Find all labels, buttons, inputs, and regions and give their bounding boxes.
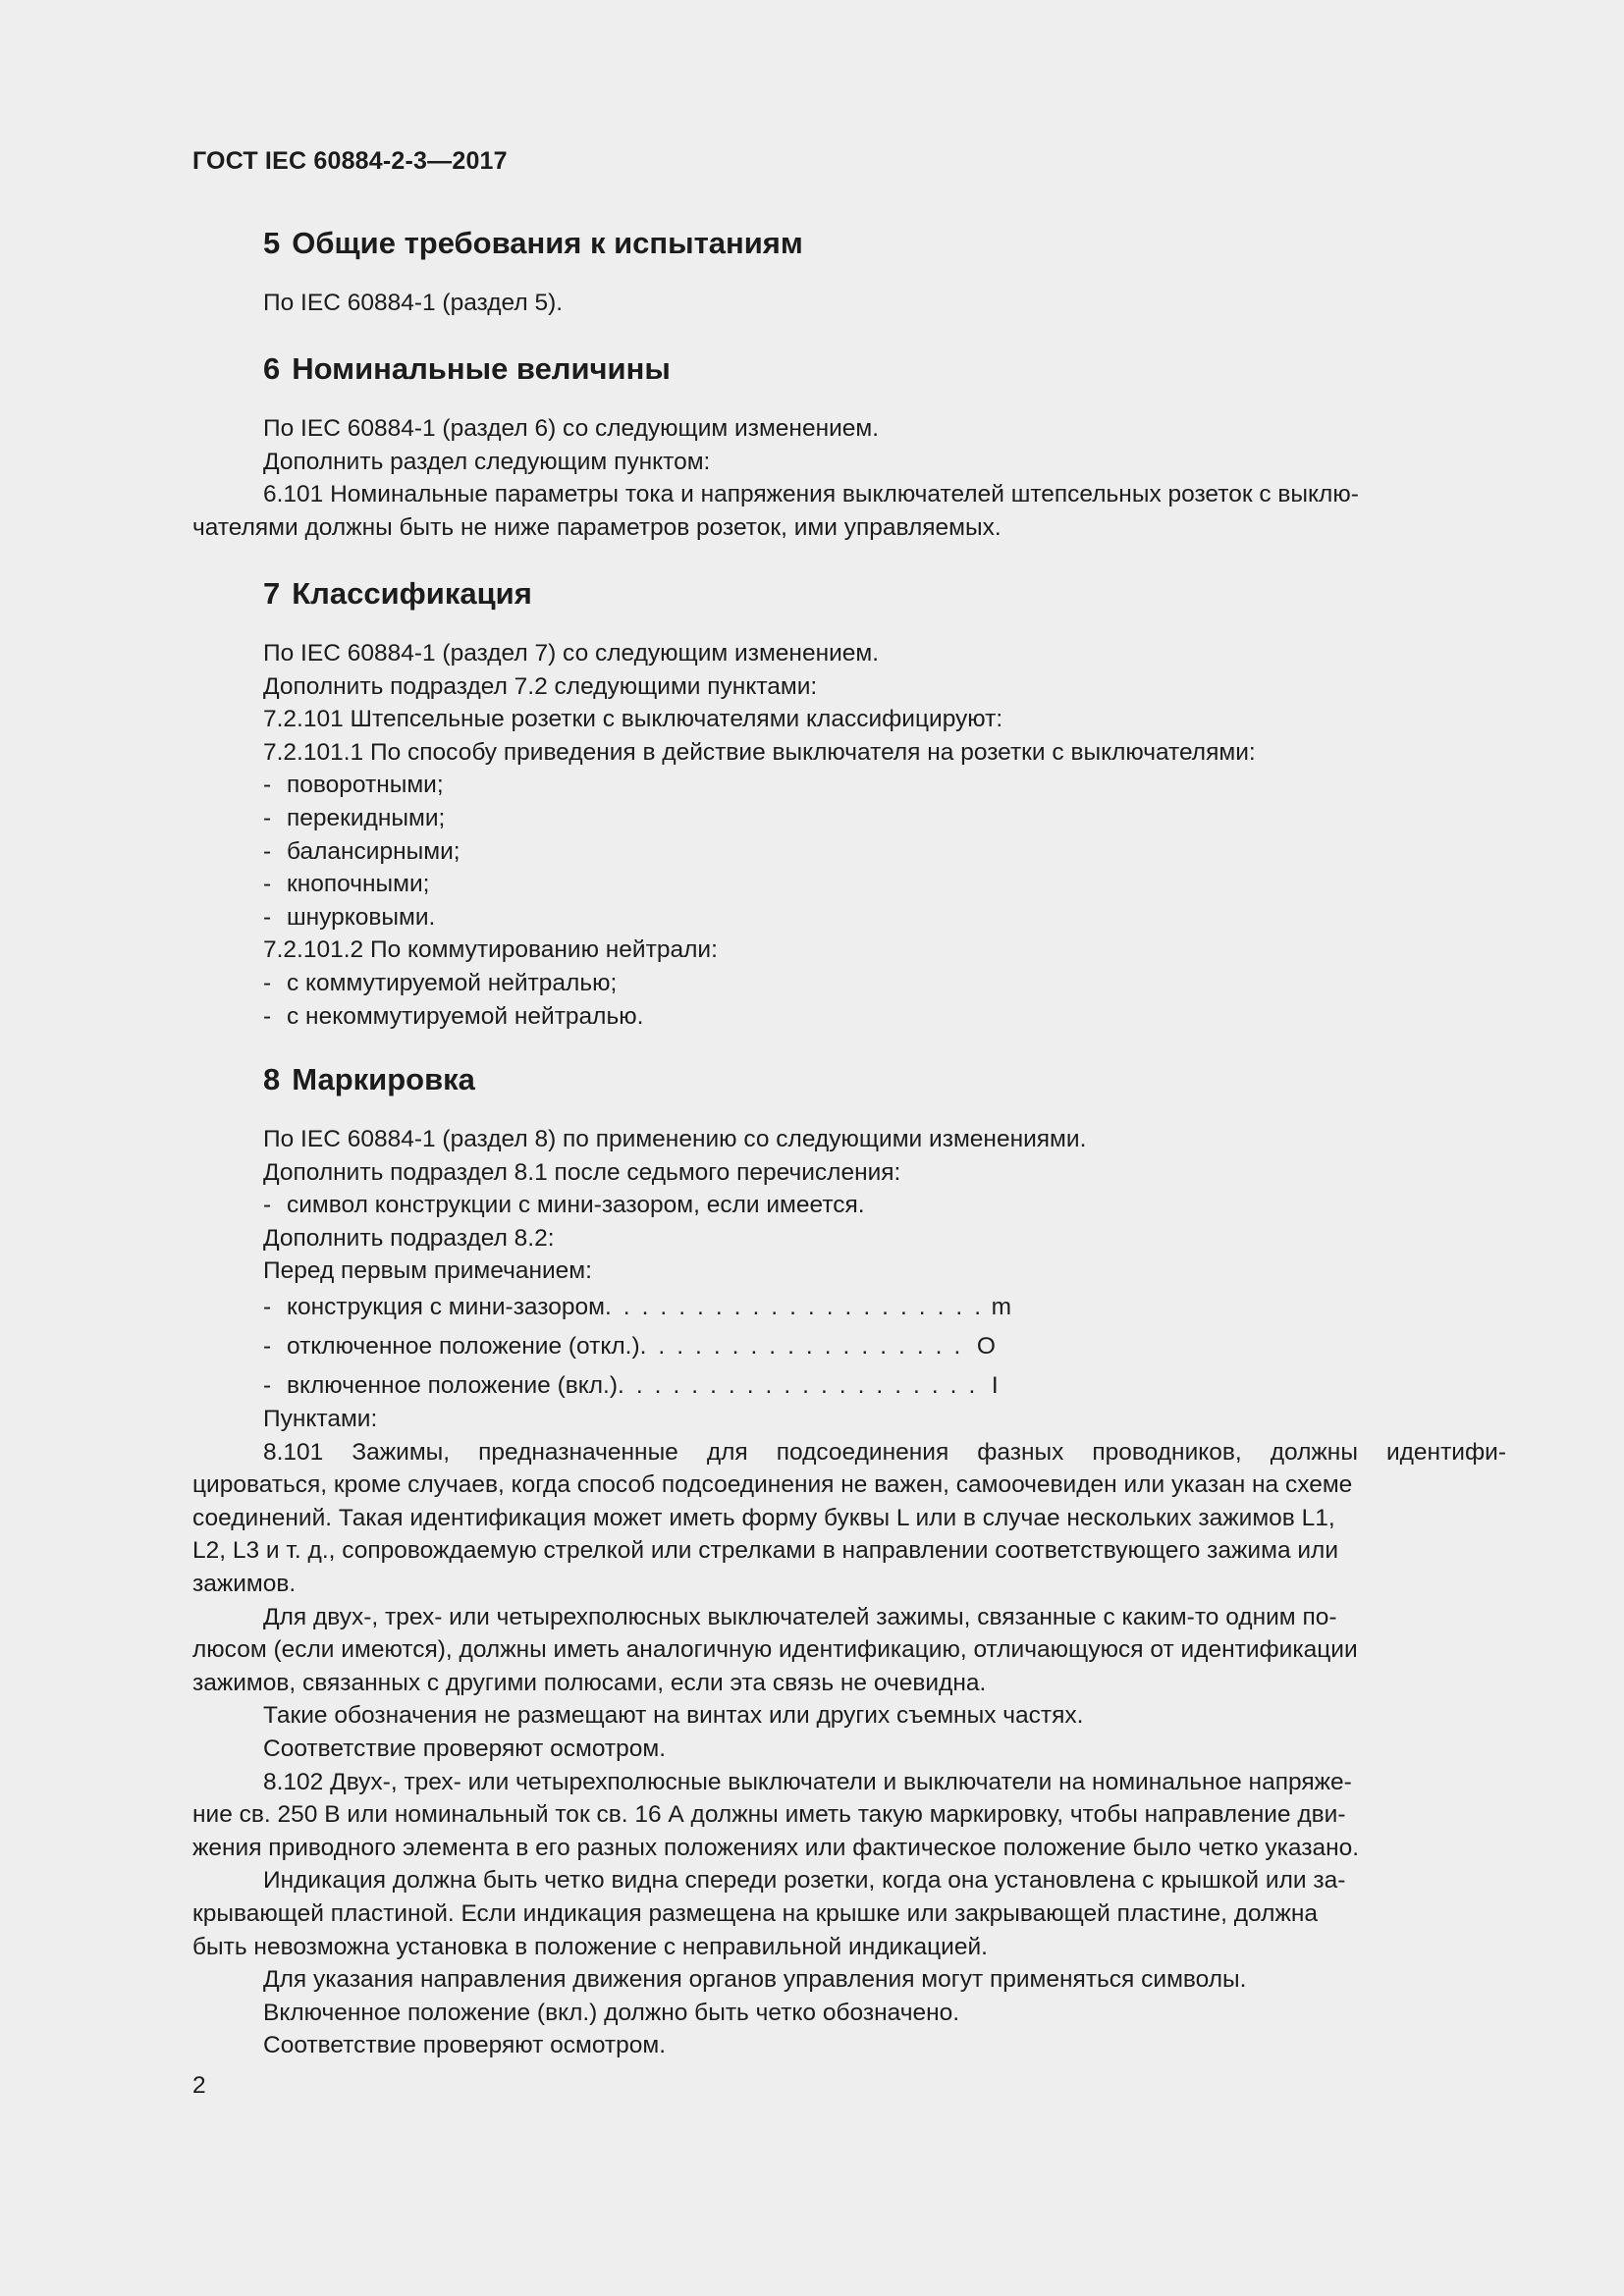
dash-bullet: - [263,804,272,831]
dash-bullet: - [263,1192,272,1219]
paragraph: Такие обозначения не размещают на винтах или других съемных частях. [263,1702,1084,1730]
list-item: - шнурковыми. [192,901,1506,934]
dash-bullet: - [263,1332,272,1360]
dot-leader: . . . . . . . . . . . . . . . . . . [639,1332,963,1360]
paragraph: Перед первым примечанием: [263,1257,592,1285]
paragraph-line: 6.101 Номинальные параметры тока и напряжения выключателей штепсельных розеток с выклю- [263,481,1359,508]
section-number: 5 [263,226,281,260]
section-6-heading [263,351,671,387]
section-5-body [192,287,1506,320]
list-item: - с коммутируемой нейтралью; [192,967,1506,1000]
paragraph: По IEC 60884-1 (раздел 6) со следующим изменением. [263,415,880,442]
section-7-body [192,637,1506,1033]
paragraph: Для указания направления движения органов управления могут применяться символы. [263,1966,1247,1994]
paragraph: Дополнить раздел следующим пунктом: [263,448,711,475]
paragraph: 7.2.101.1 По способу приведения в действие выключателя на розетки с выключателями: [263,738,1256,766]
section-title: Общие требования к испытаниям [292,226,803,260]
dash-bullet: - [263,772,272,799]
paragraph-line: 8.102 Двух-, трех- или четырехполюсные выключатели и выключатели на номинальное напряже- [263,1768,1352,1795]
paragraph: Дополнить подраздел 8.2: [263,1224,555,1252]
paragraph-line: L2, L3 и т. д., сопровождаемую стрелкой или стрелками в направлении соответствующего зажима или [192,1537,1339,1565]
paragraph-line: крывающей пластиной. Если индикация размещена на крышке или закрывающей пластине, должна [192,1899,1318,1927]
paragraph: 7.2.101 Штепсельные розетки с выключателями классифицируют: [263,706,1003,733]
paragraph-line: 8.101 Зажимы, предназначенные для подсоединения фазных проводников, должны идентифи- [263,1438,1506,1466]
dash-bullet: - [263,871,272,898]
paragraph-line: чателями должны быть не ниже параметров розеток, ими управляемых. [192,513,1001,541]
list-item: - перекидными; [192,802,1506,835]
paragraph: Соответствие проверяют осмотром. [263,2032,667,2059]
list-item: - с некоммутируемой нейтралью. [192,1000,1506,1034]
marking-symbol: I [991,1371,999,1399]
dash-bullet: - [263,1293,272,1320]
paragraph: По IEC 60884-1 (раздел 7) со следующим изменением. [263,640,880,667]
paragraph-line: ние св. 250 В или номинальный ток св. 16 А должны иметь такую маркировку, чтобы направление дви- [192,1801,1346,1829]
dash-bullet: - [263,837,272,865]
list-item: - кнопочными; [192,868,1506,901]
paragraph: Соответствие проверяют осмотром. [263,1735,667,1762]
list-item: - балансирными; [192,835,1506,869]
section-8-body-top [192,1123,1506,1406]
paragraph-line: люсом (если имеются), должны иметь аналогичную идентификацию, отличающуюся от идентификации [192,1636,1358,1664]
page-number: 2 [192,2072,206,2099]
paragraph-line: быть невозможна установка в положение с неправильной индикацией. [192,1933,988,1960]
marking-symbol: m [991,1293,1012,1320]
paragraph-line: соединений. Такая идентификация может иметь форму буквы L или в случае нескольких зажимов L1, [192,1504,1335,1531]
section-5-heading [263,226,803,261]
paragraph-line: зажимов, связанных с другими полюсами, если эта связь не очевидна. [192,1669,987,1696]
paragraph-line: Для двух-, трех- или четырехполюсных выключателей зажимы, связанные с каким-то одним по- [263,1603,1337,1630]
dash-bullet: - [263,1002,272,1030]
list-item: - символ конструкции с мини-зазором, если имеется. [192,1189,1506,1222]
paragraph: По IEC 60884-1 (раздел 8) по применению со следующими изменениями. [263,1126,1087,1152]
document-id: ГОСТ IEC 60884-2-3—2017 [192,147,508,175]
section-8-body-main [192,1403,1506,2062]
section-number: 8 [263,1062,281,1096]
dot-leader: . . . . . . . . . . . . . . . . . . . . . [604,1293,984,1320]
paragraph: Дополнить подраздел 8.1 после седьмого перечисления: [263,1158,901,1186]
paragraph-line: цироваться, кроме случаев, когда способ подсоединения не важен, самоочевиден или указан на схеме [192,1471,1353,1499]
marking-symbol: O [976,1332,996,1360]
section-title: Маркировка [292,1062,475,1096]
section-title: Номинальные величины [292,351,671,386]
symbol-leader-row: - отключенное положение (откл.). . . . . . . . . . . . . . . . . . O [192,1327,1506,1366]
section-7-heading [263,576,532,612]
symbol-leader-row: - конструкция с мини-зазором. . . . . . . . . . . . . . . . . . . . . m [192,1288,1506,1327]
paragraph: 7.2.101.2 По коммутированию нейтрали: [263,936,718,964]
paragraph-line: зажимов. [192,1570,297,1597]
dot-leader: . . . . . . . . . . . . . . . . . . . . [618,1371,978,1399]
paragraph-line: Индикация должна быть четко видна спереди розетки, когда она установлена с крышкой или за- [263,1867,1346,1895]
section-title: Классификация [292,576,532,611]
paragraph: Включенное положение (вкл.) должно быть четко обозначено. [263,1999,960,2026]
paragraph: Пунктами: [263,1406,378,1432]
section-number: 7 [263,576,281,611]
dash-bullet: - [263,969,272,996]
list-item: - поворотными; [192,769,1506,802]
symbol-leader-row: - включенное положение (вкл.). . . . . . . . . . . . . . . . . . . . I [192,1366,1506,1406]
section-number: 6 [263,351,281,386]
paragraph: По IEC 60884-1 (раздел 5). [263,290,564,316]
paragraph-line: жения приводного элемента в его разных положениях или фактическое положение было четко указано. [192,1834,1360,1861]
paragraph: Дополнить подраздел 7.2 следующими пунктами: [263,672,818,700]
dash-bullet: - [263,1371,272,1399]
section-6-body [192,412,1506,544]
section-8-heading [263,1062,475,1097]
dash-bullet: - [263,903,272,931]
